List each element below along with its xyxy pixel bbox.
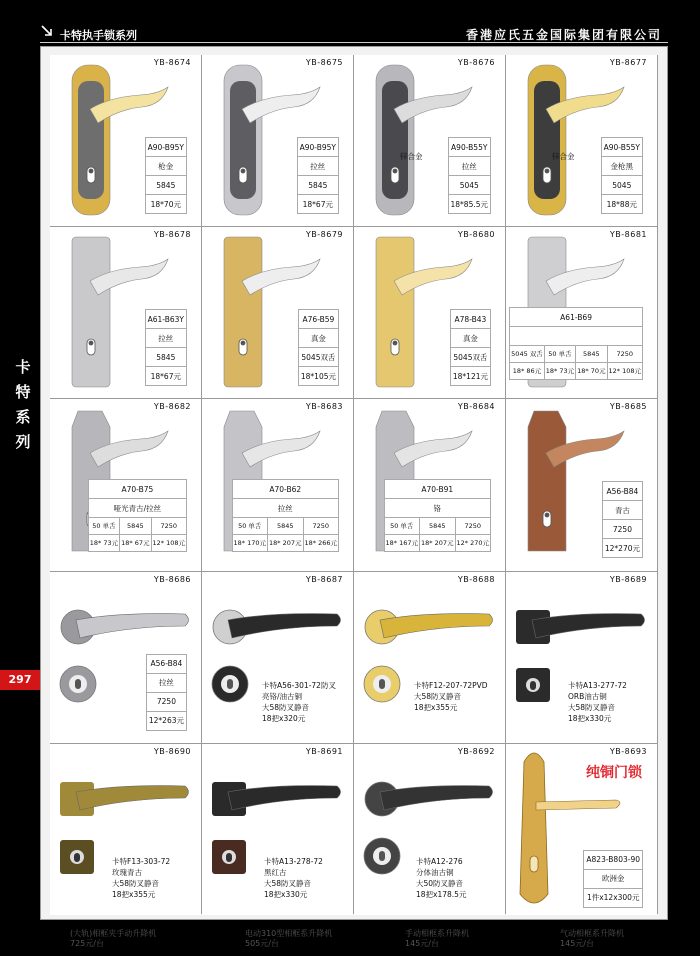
spec-cell: 5845 — [268, 518, 304, 535]
model-number: YB-8683 — [305, 402, 343, 412]
spec-table — [448, 137, 492, 214]
spec-cell: 1件x12x300元 — [584, 888, 643, 907]
lever-handle — [380, 613, 493, 637]
spec-table — [384, 479, 492, 552]
product-cell — [50, 744, 201, 915]
spec-cell: 铬 — [384, 499, 491, 518]
spec-cell: A78-B43 — [450, 310, 490, 329]
product-cell — [506, 227, 657, 398]
model-number: YB-8692 — [457, 746, 495, 756]
spec-cell — [510, 327, 643, 346]
spec-cell: 5045双舌 — [298, 348, 338, 367]
footer-item: 电动310型相框系升降机 505元/台 — [245, 929, 333, 948]
product-cell — [506, 399, 657, 570]
product-cell — [50, 572, 201, 743]
product-description: 卡特A56-301-72防叉 亮铬/油古铜 大58防叉静音 18把x320元 — [262, 680, 336, 723]
model-number: YB-8680 — [457, 230, 495, 240]
catalog-frame — [40, 46, 668, 920]
spec-cell: A90-B55Y — [601, 138, 642, 157]
spec-cell: 18* 266元 — [303, 535, 339, 552]
spec-cell: 5045 双舌 — [510, 346, 545, 363]
product-cell — [50, 399, 201, 570]
spec-table — [602, 481, 643, 558]
spec-table — [583, 850, 643, 908]
side-title: 卡 特 系 列 — [15, 358, 31, 451]
spec-cell: 7250 — [146, 692, 186, 711]
product-description: 卡特A13-278-72 黑红古 大58防叉静音 18把x330元 — [264, 856, 323, 899]
product-description: 卡特F12-207-72PVD 大58防叉静音 18把x355元 — [414, 680, 488, 712]
spec-cell: 5045 — [448, 176, 491, 195]
model-number: YB-8688 — [457, 574, 495, 584]
spec-cell: 拉丝 — [145, 329, 186, 348]
spec-cell: 青古 — [602, 501, 642, 520]
spec-cell: A90-B95Y — [145, 138, 186, 157]
product-cell — [202, 744, 353, 915]
company-name: 香港应氏五金国际集团有限公司 — [465, 28, 662, 42]
spec-table — [298, 309, 339, 386]
product-cell — [202, 399, 353, 570]
spec-cell: A56-B84 — [602, 482, 642, 501]
spec-cell: 50 单舌 — [384, 518, 420, 535]
cylinder — [530, 856, 538, 872]
spec-cell: 18*88元 — [601, 195, 642, 214]
product-cell — [354, 744, 505, 915]
spec-cell: 18* 67元 — [120, 535, 151, 552]
model-number: YB-8676 — [457, 58, 495, 67]
product-cell — [354, 399, 505, 570]
spec-table — [146, 654, 187, 731]
spec-cell: 18*105元 — [298, 367, 338, 386]
spec-cell: A70-B91 — [384, 480, 491, 499]
lever-handle — [228, 613, 341, 637]
spec-cell: 18* 170元 — [232, 535, 268, 552]
header-divider — [40, 42, 668, 43]
spec-cell: 18* 86元 — [510, 363, 545, 380]
spec-cell: A61-B63Y — [145, 310, 186, 329]
spec-cell: A56-B84 — [146, 654, 186, 673]
product-description: 卡特F13-303-72 玫瑰青古 大58防叉静音 18把x355元 — [112, 856, 171, 899]
spec-table — [509, 307, 643, 380]
footer-item: (大轨)相框夹手动升降机 725元/台 — [70, 929, 157, 948]
spec-cell: 5045双舌 — [450, 348, 490, 367]
page-number: 297 — [0, 670, 40, 690]
product-cell — [354, 227, 505, 398]
product-cell — [506, 572, 657, 743]
model-number: YB-8684 — [457, 402, 495, 412]
spec-cell: 18*67元 — [145, 367, 186, 386]
spec-table — [145, 309, 187, 386]
spec-cell: 5845 — [145, 348, 186, 367]
spec-cell: 18* 73元 — [544, 363, 575, 380]
product-cell — [354, 572, 505, 743]
product-cell — [506, 55, 657, 226]
backplate — [520, 753, 548, 903]
spec-cell: 18*67元 — [297, 195, 338, 214]
spec-table — [601, 137, 643, 214]
lever-handle — [76, 613, 189, 637]
footer-item: 气动相框系升降机 145元/台 — [560, 929, 624, 948]
product-cell — [50, 55, 201, 226]
spec-cell: 5845 — [576, 346, 607, 363]
lever-handle — [76, 785, 189, 809]
spec-cell: 拉丝 — [297, 157, 338, 176]
spec-cell: 5845 — [145, 176, 186, 195]
product-cell — [506, 744, 657, 915]
spec-cell: 真金 — [450, 329, 490, 348]
spec-table — [232, 479, 340, 552]
product-description: 卡特A12-276 分体油古铜 大50防叉静音 18把x178.5元 — [416, 856, 467, 899]
product-cell — [202, 227, 353, 398]
spec-cell: 50 单舌 — [88, 518, 119, 535]
spec-table — [145, 137, 187, 214]
spec-cell: 18* 167元 — [384, 535, 420, 552]
model-number: YB-8675 — [305, 58, 343, 67]
spec-cell: 拉丝 — [232, 499, 339, 518]
spec-cell: 真金 — [298, 329, 338, 348]
lever-handle — [536, 800, 620, 810]
model-number: YB-8689 — [609, 574, 647, 584]
spec-cell: A90-B55Y — [448, 138, 491, 157]
model-number: YB-8678 — [153, 230, 191, 240]
lever-handle — [532, 613, 645, 637]
spec-cell: A70-B62 — [232, 480, 339, 499]
model-number: YB-8687 — [305, 574, 343, 584]
spec-cell: 50 单舌 — [544, 346, 575, 363]
spec-cell: 18* 207元 — [268, 535, 304, 552]
spec-cell: 7250 — [151, 518, 187, 535]
product-grid — [50, 55, 658, 914]
spec-cell: 7250 — [455, 518, 491, 535]
spec-cell: A70-B75 — [88, 480, 186, 499]
spec-cell: A61-B69 — [510, 308, 643, 327]
spec-cell: A76-B59 — [298, 310, 338, 329]
lever-handle — [228, 785, 341, 809]
model-number: YB-8677 — [609, 58, 647, 67]
material-tag: 锌合金 — [552, 152, 575, 161]
spec-cell: 5845 — [120, 518, 151, 535]
model-number: YB-8685 — [609, 402, 647, 412]
lever-handle — [380, 785, 493, 809]
spec-cell: 拉丝 — [448, 157, 491, 176]
spec-cell: 枪金 — [145, 157, 186, 176]
product-cell — [50, 227, 201, 398]
arrow-icon — [40, 24, 54, 38]
footer-item: 手动相框系升降机 145元/台 — [405, 929, 469, 948]
spec-table — [88, 479, 187, 552]
model-number: YB-8690 — [153, 746, 191, 756]
backplate — [72, 237, 110, 387]
spec-cell: 18*121元 — [450, 367, 490, 386]
spec-cell: 欧洲金 — [584, 869, 643, 888]
spec-cell: 12* 108元 — [151, 535, 187, 552]
spec-cell: 7250 — [602, 520, 642, 539]
model-number: YB-8681 — [609, 230, 647, 240]
spec-cell: 12*270元 — [602, 539, 642, 558]
spec-cell: 12* 270元 — [455, 535, 491, 552]
product-cell — [202, 572, 353, 743]
spec-cell: 拉丝 — [146, 673, 186, 692]
model-number: YB-8686 — [153, 574, 191, 584]
spec-cell: 5845 — [420, 518, 456, 535]
spec-cell: 50 单舌 — [232, 518, 268, 535]
promo-title: 纯铜门锁 — [586, 764, 642, 781]
spec-cell: 18* 70元 — [576, 363, 607, 380]
backplate — [376, 237, 414, 387]
spec-cell: 18* 73元 — [88, 535, 119, 552]
backplate — [224, 237, 262, 387]
spec-cell: 7250 — [303, 518, 339, 535]
backplate — [528, 411, 566, 551]
product-cell — [202, 55, 353, 226]
spec-cell: 7250 — [607, 346, 643, 363]
model-number: YB-8682 — [153, 402, 191, 412]
spec-table — [297, 137, 339, 214]
product-description: 卡特A13-277-72 ORB油古铜 大58防叉静音 18把x330元 — [568, 680, 627, 723]
spec-cell: 18* 207元 — [420, 535, 456, 552]
spec-cell: 金枪黑 — [601, 157, 642, 176]
spec-cell: 12*263元 — [146, 711, 186, 730]
model-number: YB-8679 — [305, 230, 343, 240]
spec-cell: 12* 108元 — [607, 363, 643, 380]
series-title: 卡特执手锁系列 — [60, 29, 137, 42]
model-number: YB-8691 — [305, 746, 343, 756]
spec-cell: 5045 — [601, 176, 642, 195]
model-number: YB-8693 — [609, 746, 647, 756]
spec-cell: A90-B95Y — [297, 138, 338, 157]
spec-table — [450, 309, 491, 386]
model-number: YB-8674 — [153, 58, 191, 67]
spec-cell: 18*85.5元 — [448, 195, 491, 214]
spec-cell: 5845 — [297, 176, 338, 195]
spec-cell: A823-B803-90 — [584, 850, 643, 869]
spec-cell: 18*70元 — [145, 195, 186, 214]
spec-cell: 哑光青古/拉丝 — [88, 499, 186, 518]
product-cell — [354, 55, 505, 226]
material-tag: 锌合金 — [400, 152, 423, 161]
product-image — [354, 572, 505, 743]
